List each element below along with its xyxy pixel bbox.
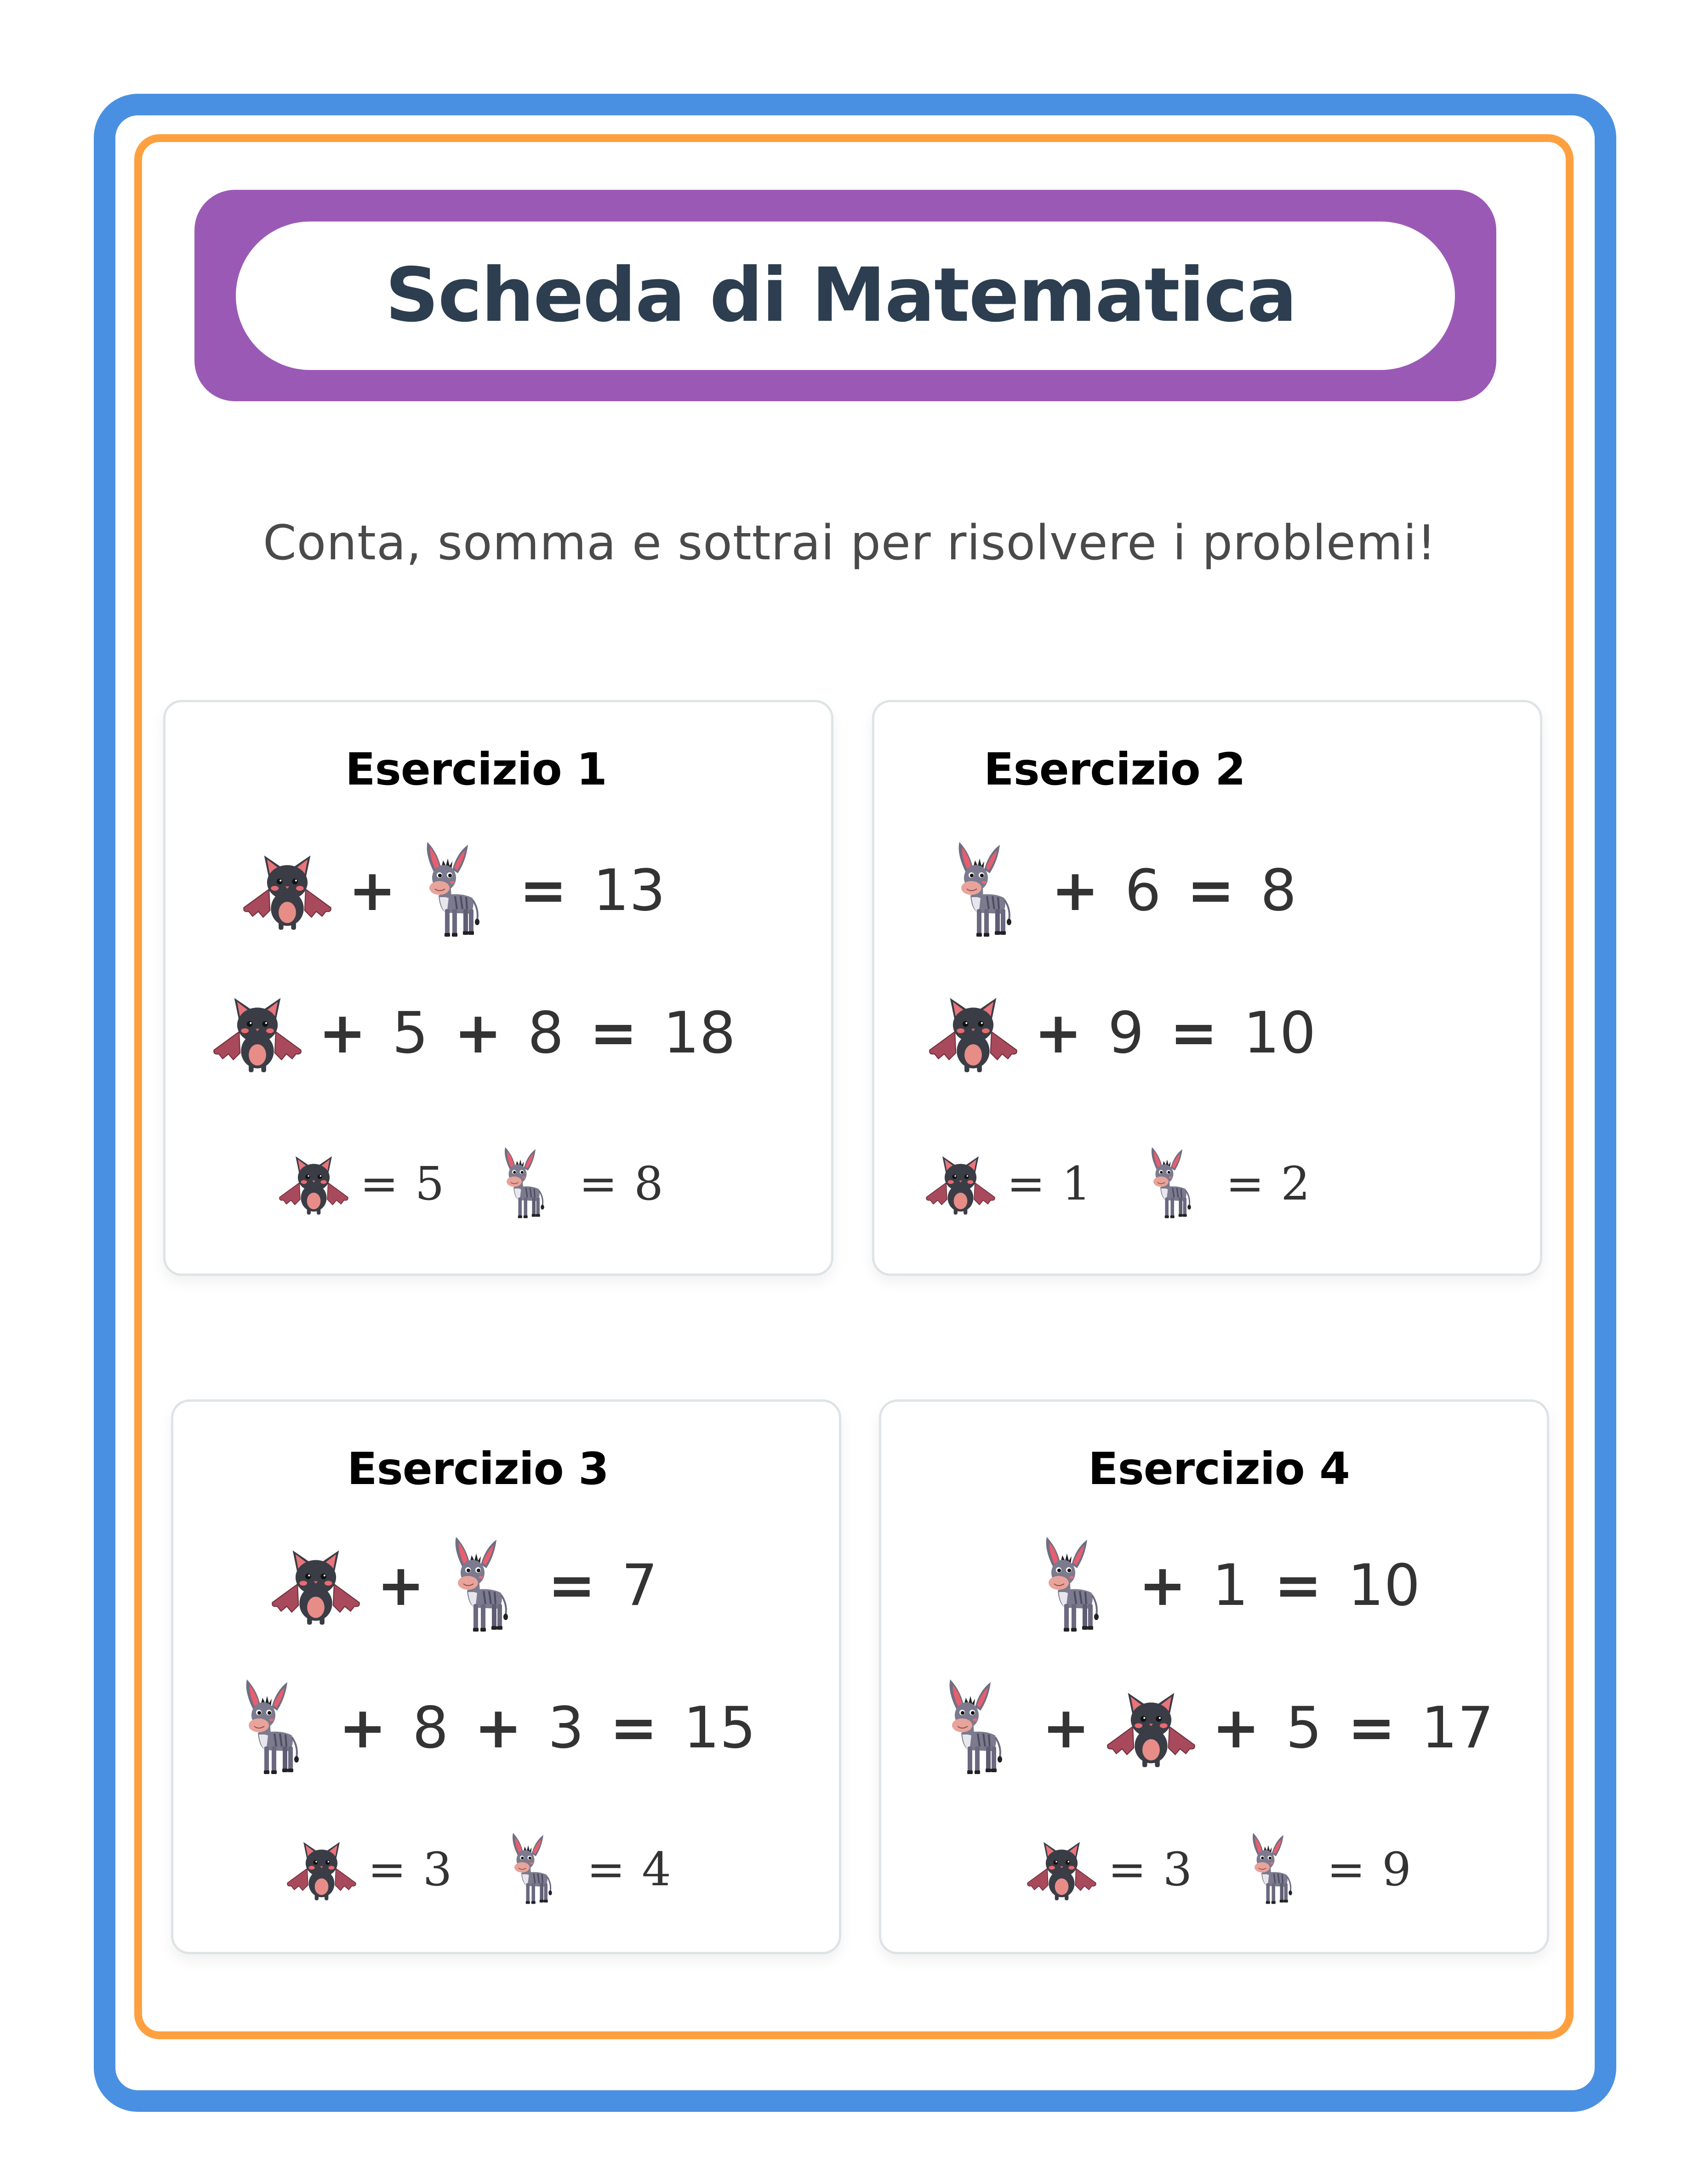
equation-result: 15 — [683, 1695, 756, 1761]
equals-operator: = — [519, 858, 567, 924]
bat-icon — [209, 992, 306, 1075]
equation-row-2 — [941, 1678, 1506, 1779]
equals-operator: = — [1274, 1553, 1322, 1619]
donkey-icon — [498, 1146, 547, 1222]
equation-result: 10 — [1347, 1553, 1420, 1619]
donkey-icon — [1038, 1535, 1102, 1636]
equation-row-2 — [925, 992, 1329, 1075]
solution-value: 3 — [1163, 1843, 1192, 1896]
exercise-card-4 — [879, 1399, 1549, 1954]
equation-number: 8 — [412, 1695, 449, 1761]
equation-result: 17 — [1421, 1695, 1494, 1761]
solution-value: 9 — [1382, 1843, 1411, 1896]
solution-row — [284, 1831, 679, 1907]
bat-icon — [1103, 1687, 1199, 1769]
bat-icon — [923, 1152, 998, 1216]
equation-result: 7 — [621, 1553, 658, 1619]
equation-row-1 — [239, 840, 679, 941]
bat-icon — [268, 1544, 364, 1627]
bat-icon — [239, 849, 336, 932]
plus-operator: + — [1034, 1000, 1082, 1066]
equation-number: 8 — [527, 1000, 564, 1066]
instructions-text: Conta, somma e sottrai per risolvere i problemi! — [263, 515, 1437, 571]
equation-row-2 — [238, 1678, 769, 1779]
equation-row-1 — [950, 840, 1310, 941]
solution-equals: = — [1108, 1843, 1146, 1896]
exercise-card-2 — [872, 700, 1542, 1276]
exercise-title: Esercizio 2 — [984, 744, 1245, 795]
equals-operator: = — [610, 1695, 658, 1761]
donkey-icon — [950, 840, 1015, 941]
equation-row-2 — [209, 992, 748, 1075]
equation-row-1 — [268, 1535, 671, 1636]
solution-equals: = — [368, 1843, 406, 1896]
equals-operator: = — [1347, 1695, 1396, 1761]
equation-result: 8 — [1260, 858, 1297, 924]
plus-operator: + — [377, 1553, 425, 1619]
plus-operator: + — [319, 1000, 366, 1066]
equation-number: 3 — [547, 1695, 584, 1761]
donkey-icon — [447, 1535, 511, 1636]
donkey-icon — [1246, 1831, 1295, 1907]
donkey-icon — [1145, 1146, 1193, 1222]
equals-operator: = — [1186, 858, 1235, 924]
solution-row — [923, 1146, 1318, 1222]
equals-operator: = — [1169, 1000, 1218, 1066]
solution-equals: = — [1007, 1157, 1045, 1211]
donkey-icon — [941, 1678, 1005, 1779]
plus-operator: + — [454, 1000, 502, 1066]
bat-icon — [276, 1152, 352, 1216]
plus-operator: + — [1139, 1553, 1186, 1619]
equation-result: 13 — [593, 858, 666, 924]
exercise-card-3 — [171, 1399, 841, 1954]
solution-equals: = — [587, 1843, 626, 1896]
plus-operator: + — [1042, 1695, 1090, 1761]
solution-value: 4 — [642, 1843, 671, 1896]
equation-number: 9 — [1107, 1000, 1144, 1066]
plus-operator: + — [348, 858, 396, 924]
solution-value: 5 — [415, 1157, 445, 1211]
equation-result: 10 — [1243, 1000, 1316, 1066]
plus-operator: + — [1051, 858, 1099, 924]
bat-icon — [925, 992, 1021, 1075]
donkey-icon — [418, 840, 483, 941]
plus-operator: + — [339, 1695, 387, 1761]
solution-equals: = — [360, 1157, 399, 1211]
title-banner — [194, 190, 1496, 401]
exercise-card-1 — [163, 700, 833, 1276]
plus-operator: + — [474, 1695, 522, 1761]
solution-row — [1024, 1831, 1420, 1907]
title-pill — [236, 222, 1455, 370]
solution-equals: = — [1327, 1843, 1366, 1896]
equation-row-1 — [1038, 1535, 1433, 1636]
solution-equals: = — [1226, 1157, 1265, 1211]
equation-result: 18 — [663, 1000, 736, 1066]
solution-value: 3 — [422, 1843, 452, 1896]
equation-number: 1 — [1212, 1553, 1249, 1619]
solution-value: 1 — [1061, 1157, 1091, 1211]
equation-number: 6 — [1124, 858, 1161, 924]
equation-number: 5 — [1285, 1695, 1322, 1761]
exercise-title: Esercizio 3 — [347, 1443, 609, 1495]
exercise-title: Esercizio 4 — [1088, 1443, 1350, 1495]
donkey-icon — [506, 1831, 554, 1907]
exercise-title: Esercizio 1 — [345, 744, 607, 795]
bat-icon — [1024, 1837, 1100, 1902]
equation-number: 5 — [392, 1000, 428, 1066]
equals-operator: = — [547, 1553, 596, 1619]
donkey-icon — [238, 1678, 302, 1779]
page-title: Scheda di Matematica — [385, 252, 1296, 339]
equals-operator: = — [589, 1000, 638, 1066]
solution-value: 2 — [1281, 1157, 1310, 1211]
solution-row — [276, 1146, 672, 1222]
solution-value: 8 — [634, 1157, 663, 1211]
bat-icon — [284, 1837, 359, 1902]
plus-operator: + — [1212, 1695, 1260, 1761]
solution-equals: = — [579, 1157, 618, 1211]
